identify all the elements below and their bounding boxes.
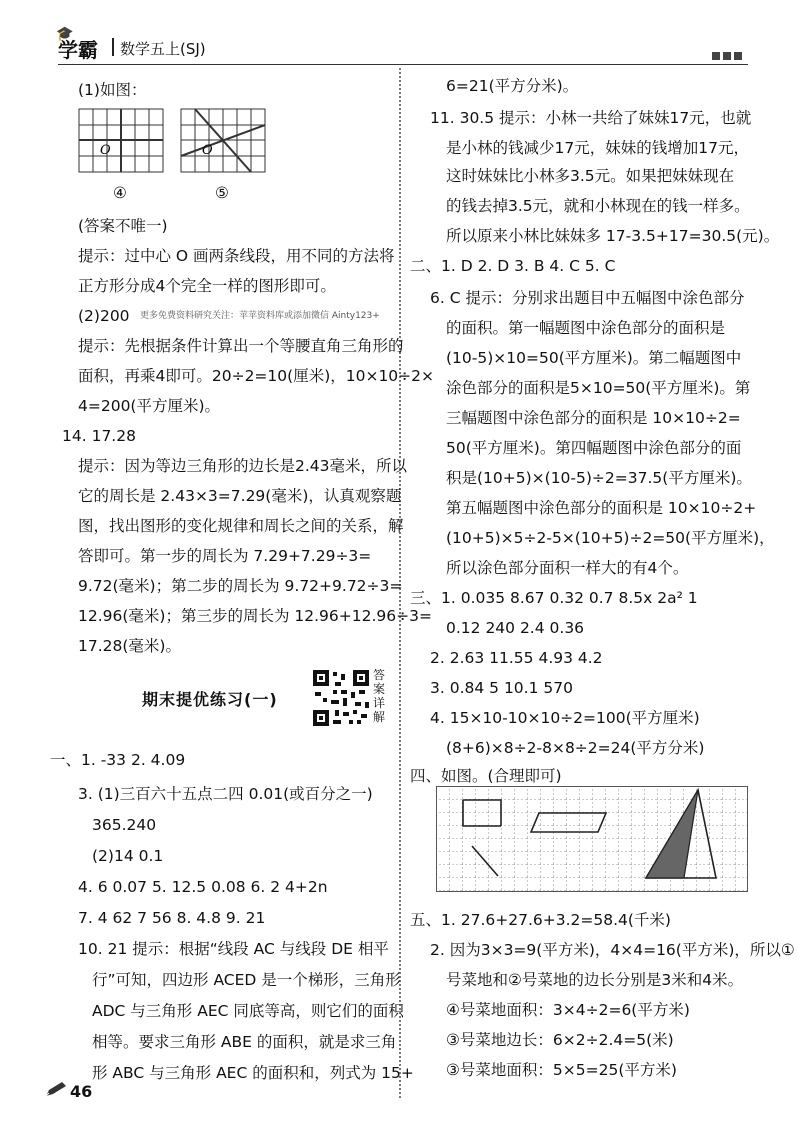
text-line: 2. 2.63 11.55 4.93 4.2 <box>430 649 603 667</box>
text-line: 正方形分成4个完全一样的图形即可。 <box>78 277 336 295</box>
book-title: 数学五上(SJ) <box>120 40 206 58</box>
section-title: 期末提优练习(一) <box>142 690 278 709</box>
drawing-grid <box>436 786 748 894</box>
answer-line: 行”可知，四边形 ACED 是一个梯形，三角形 <box>92 971 401 989</box>
text-line: 所以涂色部分面积一样大的有4个。 <box>446 559 689 577</box>
text-line: 号菜地和②号菜地的边长分别是3米和4米。 <box>446 971 744 989</box>
text-line: 提示：先根据条件计算出一个等腰直角三角形的 <box>78 337 404 355</box>
answer-line: 形 ABC 与三角形 AEC 的面积和，列式为 15+ <box>92 1064 414 1082</box>
text-line: 6. C 提示：分别求出题目中五幅图中涂色部分 <box>430 289 745 307</box>
text-line: (10+5)×5÷2-5×(10+5)÷2=50(平方厘米)， <box>446 529 775 547</box>
center-label: O <box>202 143 213 158</box>
text-line: 17.28(毫米)。 <box>78 637 181 655</box>
text-line: 图，找出图形的变化规律和周长之间的关系，解 <box>78 517 404 535</box>
text-line: 0.12 240 2.4 0.36 <box>446 619 585 637</box>
text-line: (2)200 <box>78 307 130 325</box>
text-line: (10-5)×10=50(平方厘米)。第二幅题图中 <box>446 349 742 367</box>
text-line: 第五幅题图中涂色部分的面积是 10×10÷2+ <box>446 499 757 517</box>
text-line: 是小林的钱减少17元，妹妹的钱增加17元， <box>446 139 749 157</box>
text-line: 50(平方厘米)。第四幅题图中涂色部分的面 <box>446 439 742 457</box>
text-line: 所以原来小林比妹妹多 17-3.5+17=30.5(元)。 <box>446 227 780 245</box>
text-line: 3. 0.84 5 10.1 570 <box>430 679 573 697</box>
text-line: 2. 因为3×3=9(平方米)，4×4=16(平方米)，所以① <box>430 941 795 959</box>
answer-line: 7. 4 62 7 56 8. 4.8 9. 21 <box>78 909 266 927</box>
text-line: 这时妹妹比小林多3.5元。如果把妹妹现在 <box>446 167 735 185</box>
text-line: 4. 15×10-10×10÷2=100(平方厘米) <box>430 709 700 727</box>
text-line: 提示：过中心 O 画两条线段，用不同的方法将 <box>78 247 395 265</box>
text-line: 的钱去掉3.5元，就和小林现在的钱一样多。 <box>446 197 750 215</box>
text-line: 4=200(平方厘米)。 <box>78 397 221 415</box>
text-line: 答即可。第一步的周长为 7.29+7.29÷3= <box>78 547 372 565</box>
text-line: 它的周长是 2.43×3=7.29(毫米)，认真观察题 <box>78 487 402 505</box>
answer-line: 4. 6 0.07 5. 12.5 0.08 6. 2 4+2n <box>78 878 328 896</box>
answer-line: 10. 21 提示：根据“线段 AC 与线段 DE 相平 <box>78 940 389 958</box>
text-line: 14. 17.28 <box>62 427 136 445</box>
text-line: 9.72(毫米)；第二步的周长为 9.72+9.72÷3= <box>78 577 403 595</box>
page-number: 46 <box>70 1082 93 1101</box>
qr-code-icon[interactable] <box>313 670 369 726</box>
text-line: 三、1. 0.035 8.67 0.32 0.7 8.5x 2a² 1 <box>410 589 698 607</box>
answer-line: (2)14 0.1 <box>92 847 164 865</box>
text-line: 五、1. 27.6+27.6+3.2=58.4(千米) <box>410 911 671 929</box>
header-marks <box>709 46 742 64</box>
answer-line: 一、1. -33 2. 4.09 <box>50 751 186 769</box>
figure-label-4: ④ <box>113 184 127 202</box>
center-label: O <box>100 143 111 158</box>
text-line: 二、1. D 2. D 3. B 4. C 5. C <box>410 257 616 275</box>
text-line: 积是(10+5)×(10-5)÷2=37.5(平方厘米)。 <box>446 469 752 487</box>
grid-figure-5 <box>180 108 266 174</box>
pencil-icon <box>44 1080 68 1098</box>
answer-line: 相等。要求三角形 ABE 的面积，就是求三角 <box>92 1033 397 1051</box>
qr-label: 答案详解 <box>373 668 386 724</box>
watermark-note: 更多免费资料研究关注：苹苹资料库或添加微信 Ainty123+ <box>140 311 380 321</box>
text-line: 面积，再乘4即可。20÷2=10(厘米)，10×10÷2× <box>78 367 435 385</box>
header-separator <box>112 38 114 56</box>
text-line: ③号菜地面积：5×5=25(平方米) <box>446 1061 677 1079</box>
graduation-cap-icon: 🎓 <box>56 26 74 42</box>
text-line: (8+6)×8÷2-8×8÷2=24(平方分米) <box>446 739 705 757</box>
page-header <box>56 26 748 64</box>
brand-logo: 学霸 <box>58 38 98 62</box>
text-line: (答案不唯一) <box>78 217 168 235</box>
text-line: 提示：因为等边三角形的边长是2.43毫米，所以 <box>78 457 408 475</box>
figure-label-5: ⑤ <box>215 184 229 202</box>
text-line: 涂色部分的面积是5×10=50(平方厘米)。第 <box>446 379 751 397</box>
text-line: 6=21(平方分米)。 <box>446 77 579 95</box>
text-line: 四、如图。(合理即可) <box>410 767 562 785</box>
text-line: ③号菜地边长：6×2÷2.4=5(米) <box>446 1031 674 1049</box>
answer-line: 3. (1)三百六十五点二四 0.01(或百分之一) <box>78 785 373 803</box>
text-line: 11. 30.5 提示：小林一共给了妹妹17元，也就 <box>430 109 752 127</box>
text-line: 12.96(毫米)；第三步的周长为 12.96+12.96÷3= <box>78 607 432 625</box>
answer-line: 365.240 <box>92 816 157 834</box>
answer-line: ADC 与三角形 AEC 同底等高，则它们的面积 <box>92 1002 404 1020</box>
text-line: ④号菜地面积：3×4÷2=6(平方米) <box>446 1001 690 1019</box>
header-rule <box>58 64 748 65</box>
text-line: 三幅题图中涂色部分的面积是 10×10÷2= <box>446 409 741 427</box>
text-line: (1)如图： <box>78 81 147 99</box>
grid-figure-4 <box>78 108 164 174</box>
text-line: 的面积。第一幅题图中涂色部分的面积是 <box>446 319 726 337</box>
